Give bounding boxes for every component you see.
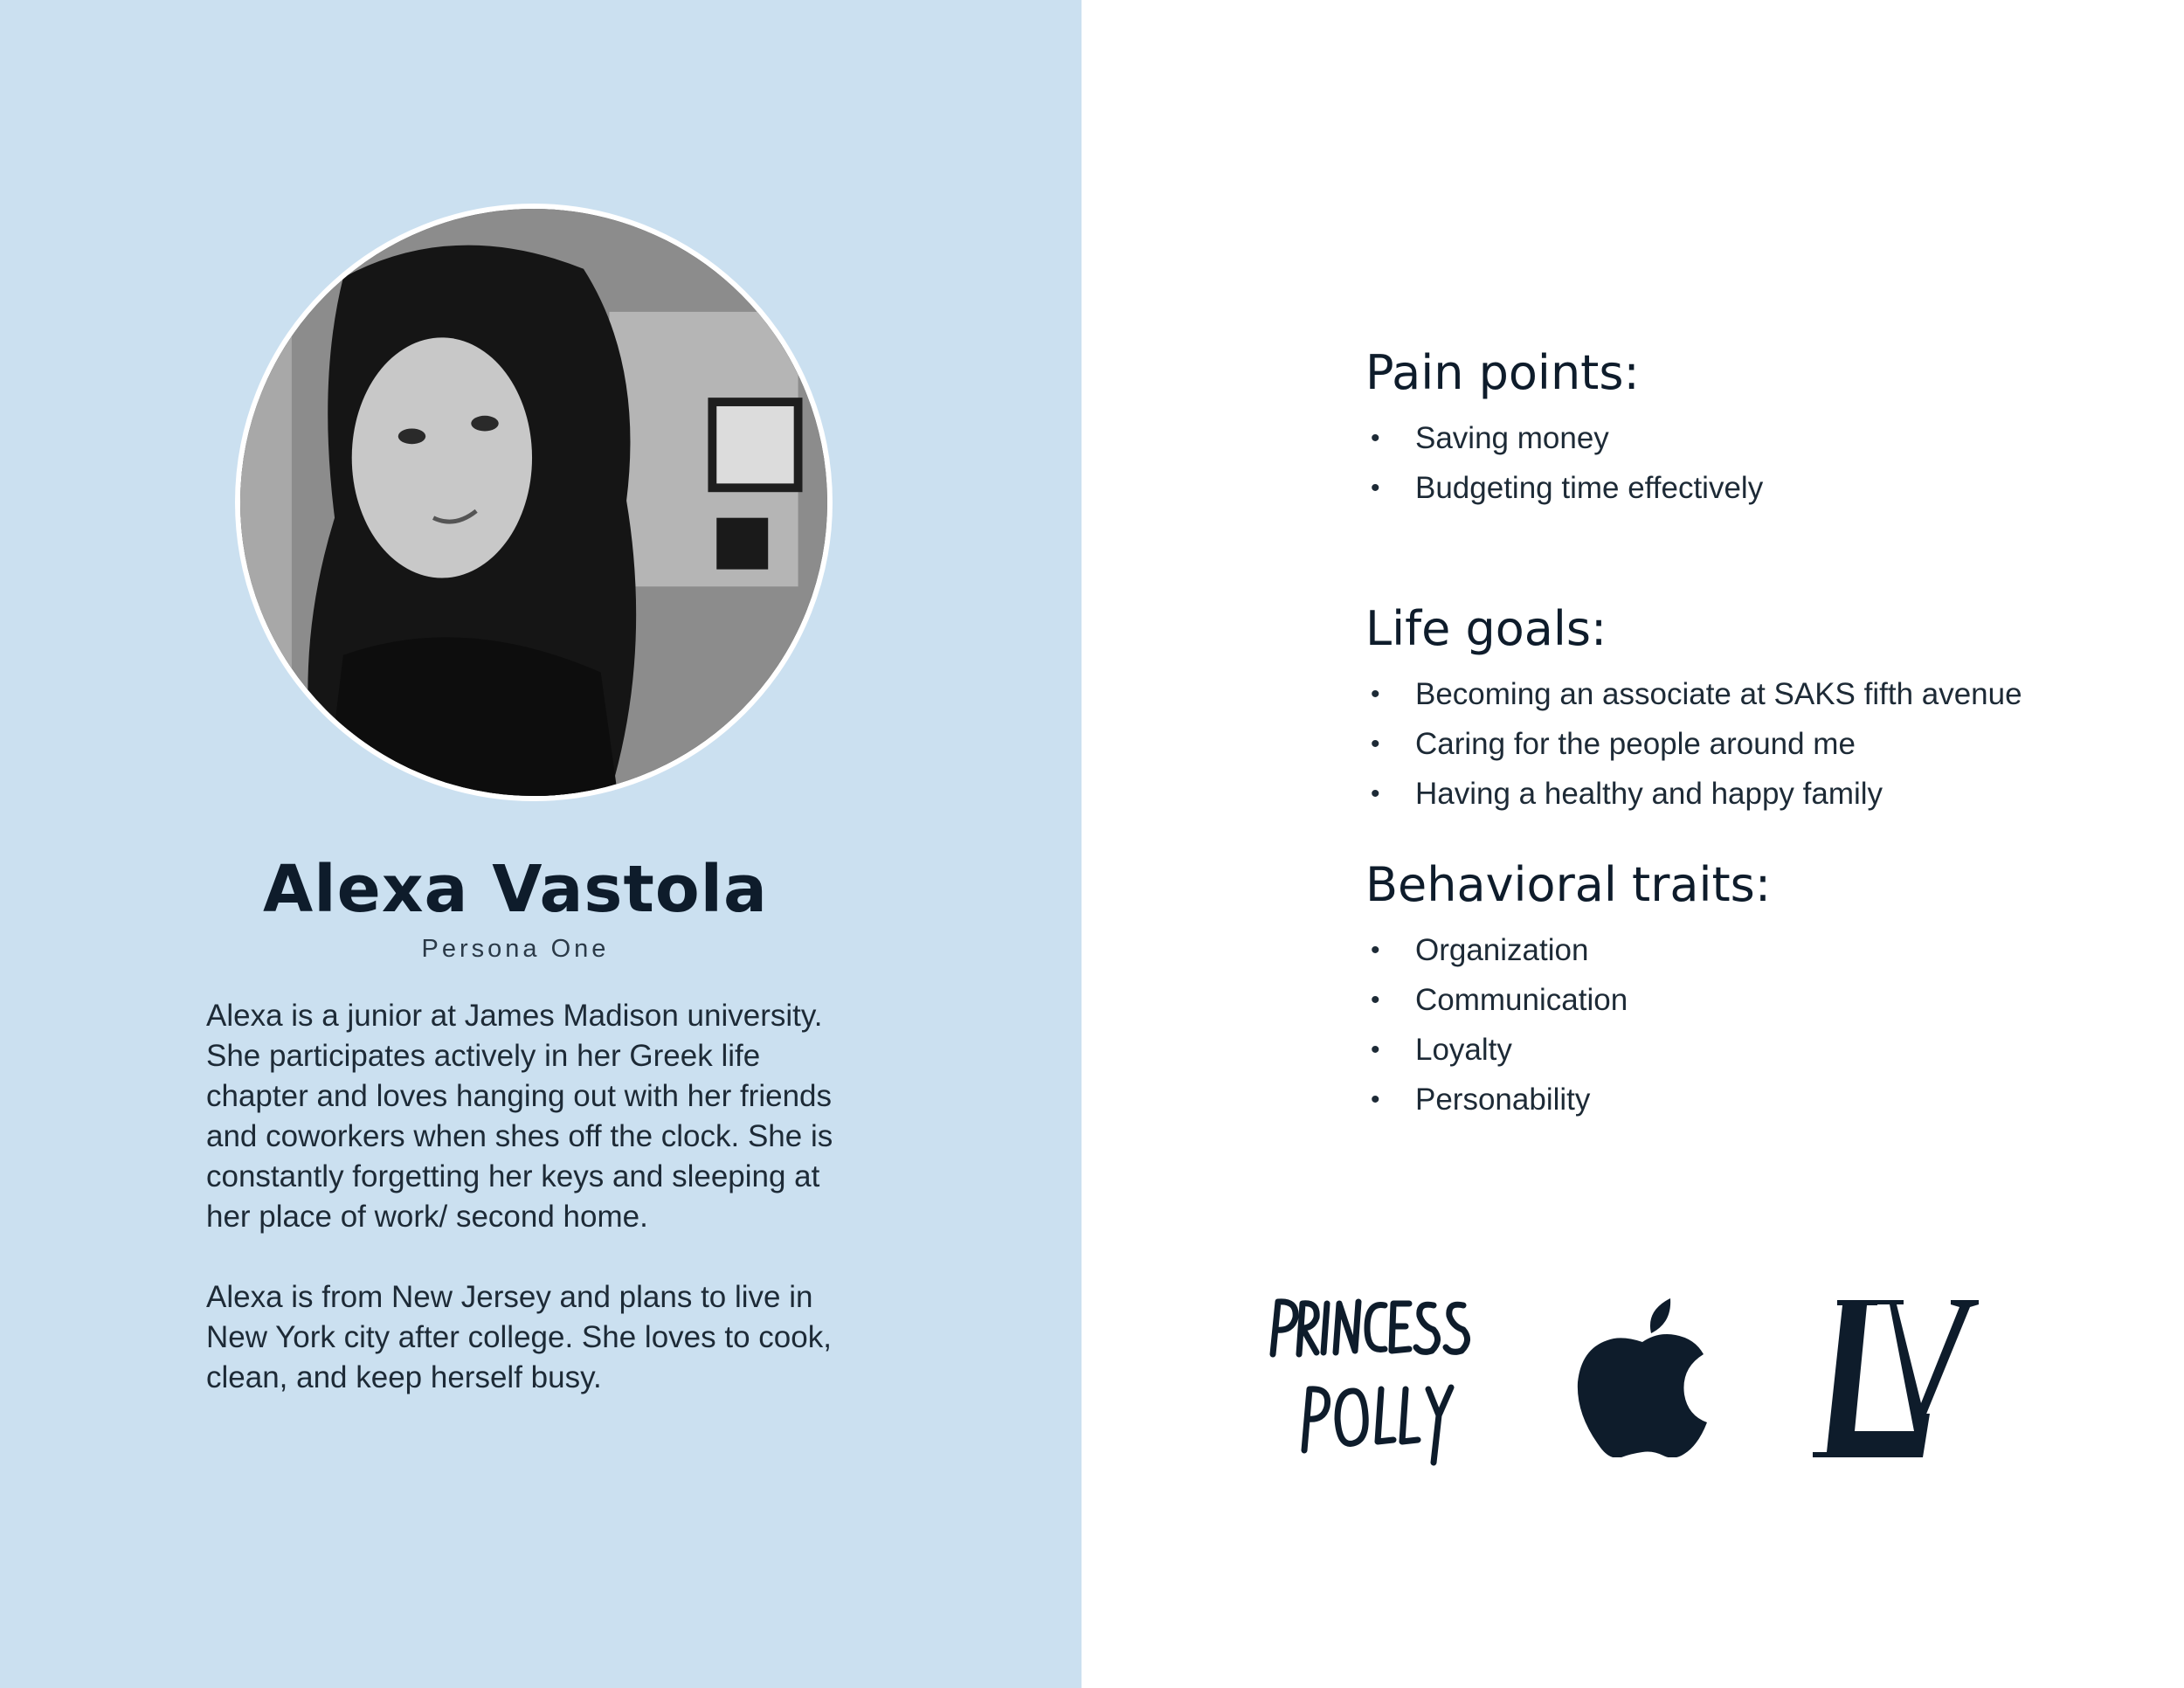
persona-photo (235, 204, 833, 801)
life-goals-section (1365, 601, 2134, 819)
bullet-icon: • (1371, 779, 1380, 808)
bullet-icon: • (1371, 424, 1380, 453)
bullet-icon: • (1371, 986, 1380, 1014)
portrait-image (240, 209, 827, 796)
behavioral-traits-list (1365, 925, 2134, 1124)
persona-bio (206, 996, 870, 1438)
section-title: Pain points: (1365, 345, 1640, 400)
bio-paragraph: Alexa is from New Jersey and plans to live in New York city after college. She loves to cook, clean, and keep herself busy. (206, 1280, 832, 1394)
list-item (1365, 1075, 2134, 1124)
lv-monogram-icon (1813, 1300, 1979, 1466)
louis-vuitton-logo (1813, 1300, 1979, 1466)
pain-points-list (1365, 413, 2134, 513)
list-item (1365, 669, 2134, 719)
list-item-text: Personability (1415, 1083, 1591, 1117)
section-title: Behavioral traits: (1365, 857, 1772, 912)
section-title: Life goals: (1365, 601, 1607, 656)
apple-icon (1572, 1291, 1712, 1457)
list-item-text: Caring for the people around me (1415, 727, 1856, 761)
list-item-text: Organization (1415, 933, 1589, 967)
bullet-icon: • (1371, 936, 1380, 965)
list-item (1365, 975, 2134, 1025)
list-item (1365, 463, 2134, 513)
left-panel (0, 0, 1082, 1688)
bullet-icon: • (1371, 474, 1380, 502)
list-item-text: Budgeting time effectively (1415, 471, 1764, 505)
list-item (1365, 1025, 2134, 1075)
list-item-text: Becoming an associate at SAKS fifth avenue (1415, 677, 2022, 711)
list-item-text: Having a healthy and happy family (1415, 777, 1883, 811)
list-item-text: Saving money (1415, 421, 1609, 455)
list-item (1365, 413, 2134, 463)
apple-logo (1572, 1291, 1712, 1457)
life-goals-list (1365, 669, 2134, 819)
list-item (1365, 719, 2134, 769)
princess-polly-logo (1262, 1293, 1472, 1468)
bullet-icon: • (1371, 730, 1380, 758)
princess-polly-icon (1262, 1293, 1472, 1468)
bullet-icon: • (1371, 1035, 1380, 1064)
pain-points-section (1365, 345, 2134, 513)
persona-name: Alexa Vastola (263, 852, 768, 927)
persona-label: Persona One (421, 935, 610, 963)
bullet-icon: • (1371, 680, 1380, 709)
list-item-text: Loyalty (1415, 1033, 1512, 1067)
bullet-icon: • (1371, 1085, 1380, 1114)
bio-paragraph: Alexa is a junior at James Madison university. She participates actively in her Greek life chapter and loves hanging out with her friends and coworkers when shes off the clock. She is constantly forgetting her keys and sleeping at her place of work/ second home. (206, 999, 833, 1234)
list-item-text: Communication (1415, 983, 1628, 1017)
list-item (1365, 925, 2134, 975)
list-item (1365, 769, 2134, 819)
behavioral-traits-section (1365, 857, 2134, 1124)
